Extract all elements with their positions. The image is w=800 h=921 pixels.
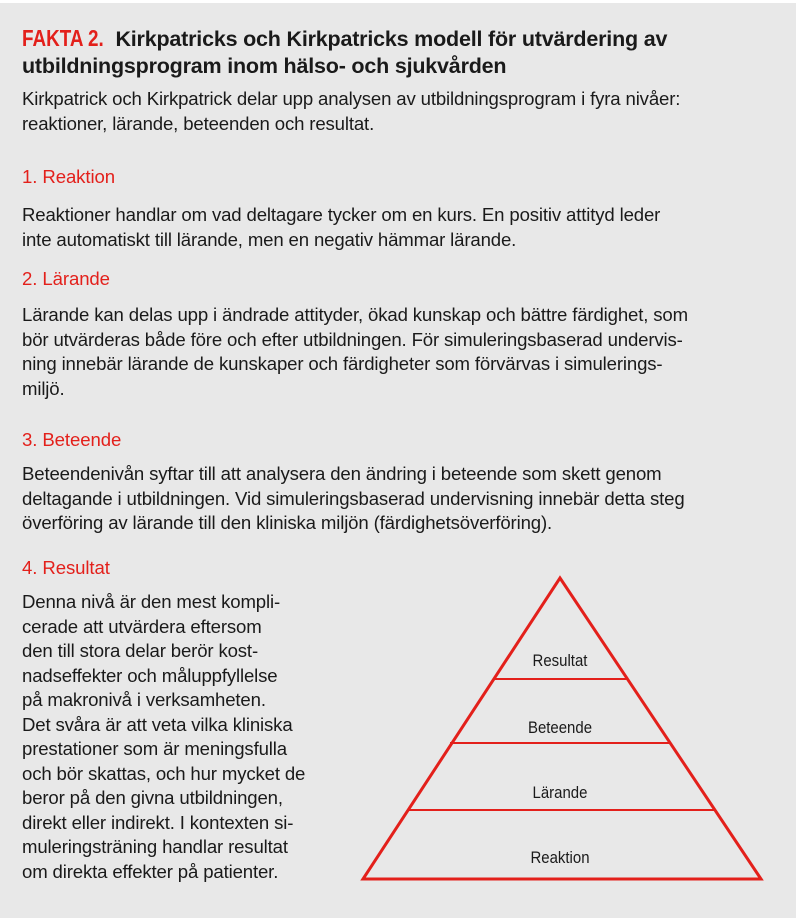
paragraph-line: muleringsträning handlar resultat — [22, 836, 288, 857]
paragraph-line: Reaktioner handlar om vad deltagare tycker om en kurs. En positiv attityd leder — [22, 204, 661, 225]
paragraph-line: Beteendenivån syftar till att analysera den ändring i beteende som skett genom — [22, 463, 662, 484]
paragraph-line: Denna nivå är den mest kompli- — [22, 591, 281, 612]
paragraph-line: och bör skattas, och hur mycket de — [22, 762, 306, 784]
paragraph-line: cerade att utvärdera eftersom — [22, 615, 262, 637]
pyramid-level-larande: Lärande — [532, 783, 588, 802]
fact-box-title — [22, 25, 792, 80]
section-paragraph-beteende — [22, 462, 792, 536]
paragraph-line: prestationer som är meningsfulla — [22, 738, 287, 759]
kirkpatrick-pyramid — [360, 563, 780, 903]
paragraph-line: deltagande i utbildningen. Vid simuleringsbaserad undervisning innebär detta steg — [22, 487, 685, 509]
title-text-line-2: utbildningsprogram inom hälso- och sjukvården — [22, 54, 507, 78]
paragraph-line: nadseffekter och måluppfyllelse — [22, 664, 278, 686]
paragraph-line: bör utvärderas både före och efter utbildningen. För simuleringsbaserad undervis- — [22, 328, 683, 350]
pyramid-level-resultat: Resultat — [532, 651, 588, 670]
paragraph-line: den till stora delar berör kost- — [22, 640, 258, 661]
paragraph-line: överföring av lärande till den kliniska miljön (färdighetsöverföring). — [22, 512, 553, 533]
intro-line: reaktioner, lärande, beteenden och resultat. — [22, 112, 375, 134]
paragraph-line: direkt eller indirekt. I kontexten si- — [22, 811, 294, 833]
section-heading-larande: 2. Lärande — [22, 268, 110, 289]
fact-label: FAKTA 2. — [22, 25, 104, 51]
intro-line: Kirkpatrick och Kirkpatrick delar upp analysen av utbildningsprogram i fyra nivåer: — [22, 88, 681, 109]
paragraph-line: beror på den givna utbildningen, — [22, 787, 283, 808]
paragraph-line: Lärande kan delas upp i ändrade attityder, ökad kunskap och bättre färdighet, som — [22, 304, 688, 325]
pyramid-level-reaktion: Reaktion — [530, 848, 590, 867]
intro-paragraph — [22, 87, 792, 136]
section-heading-resultat: 4. Resultat — [22, 557, 110, 578]
paragraph-line: miljö. — [22, 377, 65, 399]
title-line-1 — [22, 25, 792, 53]
fact-box — [0, 3, 796, 918]
paragraph-line: om direkta effekter på patienter. — [22, 860, 279, 882]
section-paragraph-larande — [22, 303, 792, 401]
pyramid-level-beteende: Beteende — [527, 718, 593, 737]
paragraph-line: ning innebär lärande de kunskaper och färdigheter som förvärvas i simulerings- — [22, 353, 663, 374]
section-paragraph-resultat — [22, 590, 352, 884]
section-heading-reaktion: 1. Reaktion — [22, 166, 115, 187]
paragraph-line: Det svåra är att veta vilka kliniska — [22, 713, 293, 735]
title-text-line-1: Kirkpatricks och Kirkpatricks modell för utvärdering av — [115, 27, 668, 51]
section-heading-beteende: 3. Beteende — [22, 429, 122, 450]
paragraph-line: på makronivå i verksamheten. — [22, 689, 266, 710]
section-paragraph-reaktion — [22, 203, 792, 252]
paragraph-line: inte automatiskt till lärande, men en negativ hämmar lärande. — [22, 228, 517, 250]
